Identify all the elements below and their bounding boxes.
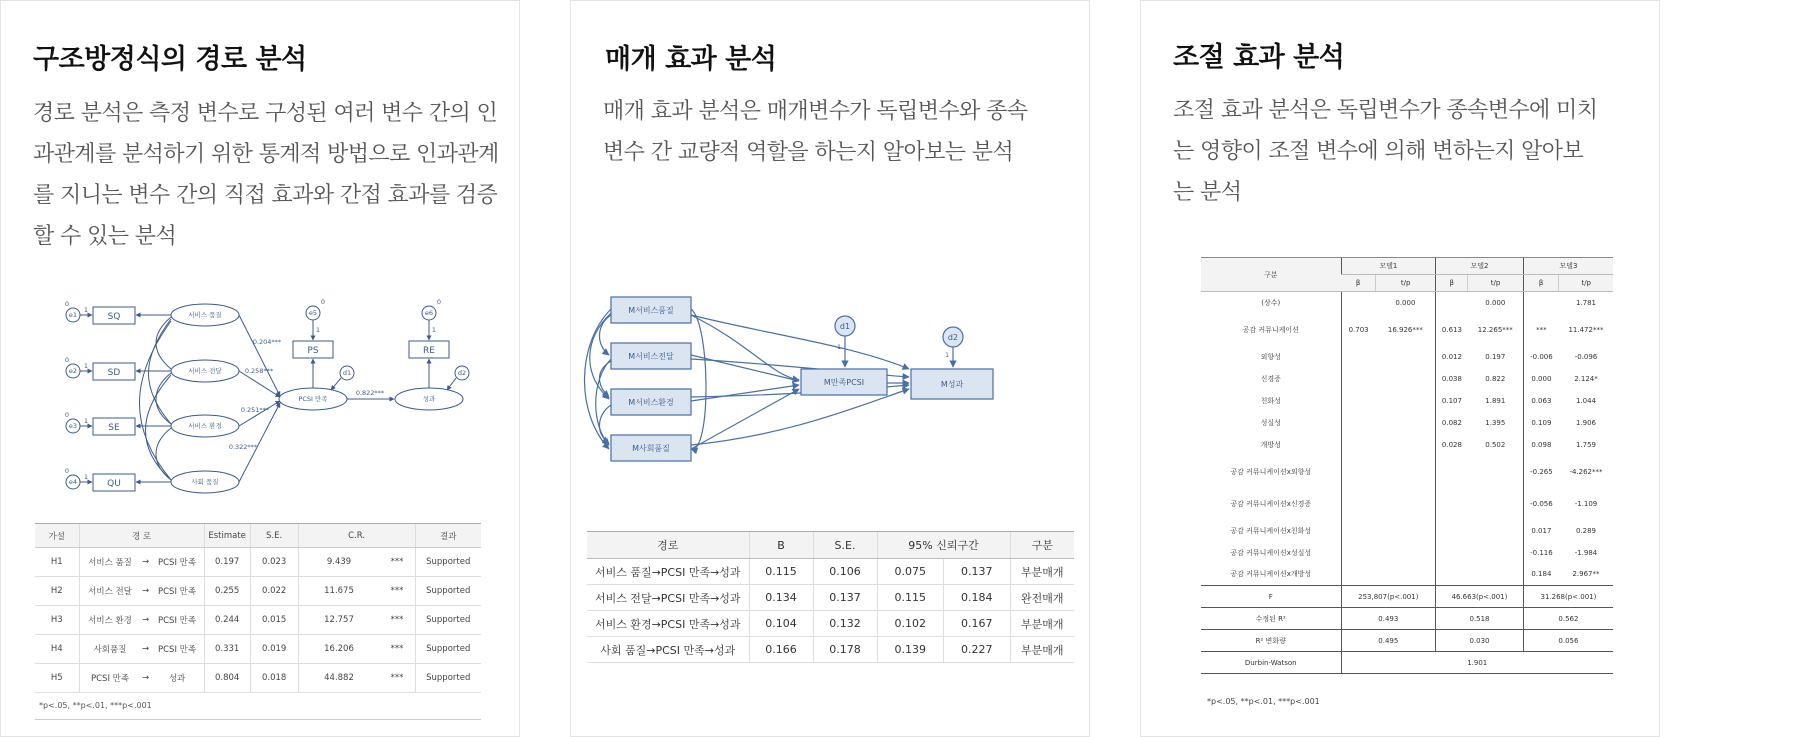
card-mediation-analysis [570,0,1090,737]
table-cell: 0.502 [1485,440,1506,449]
table-cell: 12.265*** [1477,325,1513,334]
loading-label: 1 [315,326,321,334]
table-cell [1376,412,1436,434]
table-cell: 0.137 [813,585,877,611]
table-cell [1436,542,1468,564]
table-cell: → [141,635,151,664]
col-header: 결과 [415,524,481,548]
table-row [587,637,1074,663]
model-header: 모델3 [1523,258,1613,275]
table-cell: 0.184 [943,585,1010,611]
table-cell [1436,564,1468,586]
table-cell: 2.967** [1572,570,1600,579]
table-cell: 0.197 [1485,352,1506,361]
table-cell: 서비스 전달 [79,577,141,606]
col-header: 구분 [1010,532,1074,559]
divider [35,719,481,720]
table-cell [1468,456,1524,488]
table-cell: *** [379,548,415,577]
table-cell: Supported [415,635,481,664]
card-description: 매개 효과 분석은 매개변수가 독립변수와 종속변수 간 교량적 역할을 하는지 알아보는 분석 [603,99,1028,165]
table-cell [1436,456,1468,488]
node-label: M서비스환경 [628,398,674,407]
loading-label: 1 [431,326,437,334]
table-row [1201,542,1613,564]
table-cell: 0.017 [1523,520,1559,542]
table-cell: 0.562 [1523,608,1613,630]
table-cell: 서비스 환경 [79,606,141,635]
loading-label: 1 [83,306,89,314]
table-cell: -0.006 [1523,346,1559,368]
table-cell [1341,390,1376,412]
table-cell: 친화성 [1260,396,1281,405]
table-cell: 0.255 [204,577,250,606]
table-cell: 서비스 품질→PCSI 만족→성과 [587,559,749,585]
zero-label: 0 [64,467,70,475]
table-row [35,606,481,635]
table-row [35,548,481,577]
table-cell [1376,368,1436,390]
card-path-analysis [0,0,520,737]
table-cell: 0.023 [250,548,298,577]
table-cell [1341,542,1376,564]
observed-label: SQ [107,312,121,322]
table-cell: 서비스 환경→PCSI 만족→성과 [587,611,749,637]
table-cell: 12.757 [298,606,379,635]
table-cell: 공감 커뮤니케이션x개방성 [1230,570,1312,579]
table-cell: 0.804 [204,664,250,693]
observed-label: QU [107,479,121,489]
path-coefficient: 0.822*** [355,389,385,397]
node-label: M서비스품질 [628,306,674,315]
table-cell [1376,390,1436,412]
table-cell: (상수) [1261,298,1281,307]
table-cell [1468,520,1524,542]
disturbance-label: d1 [839,322,851,331]
table-cell: Supported [415,664,481,693]
table-cell [1376,346,1436,368]
table-row [35,635,481,664]
table-row [1201,346,1613,368]
disturbance-label: d1 [342,369,352,377]
table-cell: H4 [35,635,79,664]
table-row [1201,390,1613,412]
card-title: 조절 효과 분석 [1173,42,1345,73]
zero-label: 0 [64,356,70,364]
col-header: Estimate [204,524,250,548]
observed-label: RE [423,346,435,356]
table-cell: 0.019 [250,635,298,664]
loading-label: 1 [83,417,89,425]
table-cell [1436,292,1468,314]
summary-row [1201,630,1613,652]
table-cell: 1.395 [1485,418,1506,427]
table-cell [1341,434,1376,456]
table-cell [1468,542,1524,564]
latent-label: 성과 [422,395,436,403]
table-cell [1341,564,1376,586]
table-cell [1436,520,1468,542]
table-cell: 0.104 [749,611,813,637]
table-row [1201,292,1613,314]
table-row [1201,456,1613,488]
table-cell: 0.167 [943,611,1010,637]
table-cell: 0.134 [749,585,813,611]
col-header: S.E. [250,524,298,548]
table-row [1201,314,1613,346]
table-cell: 0.012 [1436,346,1468,368]
table-cell: 성실성 [1260,418,1281,427]
path-result-table [35,523,481,693]
table-cell: 0.015 [250,606,298,635]
table-cell: PCSI 만족 [150,577,204,606]
table-cell [1341,412,1376,434]
mediation-table [587,531,1074,663]
table-cell: 0.063 [1523,390,1559,412]
table-cell: *** [1523,314,1559,346]
error-label: e3 [68,422,78,430]
table-cell: 11.472*** [1568,325,1604,334]
card-description: 경로 분석은 측정 변수로 구성된 여러 변수 간의 인과관계를 분석하기 위한 통계적 방법으로 인과관계를 지니는 변수 간의 직접 효과와 간접 효과를 검증할 수 있는 분석 [33,101,499,249]
table-cell: 개방성 [1260,440,1281,449]
table-cell: 0.030 [1436,630,1524,652]
node-label: M성과 [940,380,964,389]
table-cell [1468,564,1524,586]
col-header: 경 로 [79,524,204,548]
table-cell: H3 [35,606,79,635]
table-cell: 0.197 [204,548,250,577]
table-cell: 0.518 [1436,608,1524,630]
table-cell: 1.044 [1575,396,1596,405]
table-cell [1436,488,1468,520]
table-cell: 0.018 [250,664,298,693]
latent-label: 서비스 전달 [188,367,222,375]
table-cell: 0.075 [877,559,943,585]
table-cell: 0.132 [813,611,877,637]
table-cell: 1.901 [1341,652,1613,674]
table-cell: 0.289 [1575,526,1596,535]
table-cell: 0.822 [1485,374,1506,383]
table-cell: → [141,577,151,606]
error-label: e1 [68,311,78,319]
table-cell: 0.178 [813,637,877,663]
table-cell [1341,456,1376,488]
table-cell: Supported [415,548,481,577]
table-cell: 성과 [150,664,204,693]
table-cell: 0.244 [204,606,250,635]
table-cell: 9.439 [298,548,379,577]
table-cell: H5 [35,664,79,693]
table-cell: 0.082 [1436,412,1468,434]
latent-label: PCSI 만족 [298,395,328,403]
table-cell: -0.096 [1574,352,1598,361]
table-cell [1376,564,1436,586]
table-cell: *** [379,664,415,693]
latent-label: 서비스 품질 [188,311,222,319]
table-cell: 0.703 [1341,314,1376,346]
table-cell [1376,520,1436,542]
path-coefficient: 0.258*** [244,367,274,375]
table-cell [1376,434,1436,456]
table-row [1201,412,1613,434]
latent-label: 서비스 환경 [188,422,222,430]
table-cell [1376,542,1436,564]
summary-row [1201,608,1613,630]
table-cell: 0.493 [1341,608,1436,630]
table-cell: Supported [415,606,481,635]
table-cell: PCSI 만족 [150,548,204,577]
table-cell: 1.781 [1575,298,1596,307]
card-description: 조절 효과 분석은 독립변수가 종속변수에 미치는 영향이 조절 변수에 의해 변하는지 알아보는 분석 [1173,98,1598,205]
table-cell: F [1201,586,1341,608]
table-cell: 사회품질 [79,635,141,664]
table-cell: 공감 커뮤니케이션x성실성 [1230,548,1312,557]
observed-label: PS [307,346,319,356]
table-row [587,585,1074,611]
table-cell: 11.675 [298,577,379,606]
table-cell: 0.000 [1523,368,1559,390]
table-cell: 16.206 [298,635,379,664]
table-cell: 공감 커뮤니케이션x친화성 [1230,526,1312,535]
table-cell: PCSI 만족 [150,606,204,635]
col-header: C.R. [298,524,415,548]
error-label: e5 [308,309,318,317]
table-cell [1341,368,1376,390]
table-cell: -1.984 [1574,548,1598,557]
table-cell: Durbin-Watson [1201,652,1341,674]
path-diagram [1,289,521,509]
table-cell: 16.926*** [1387,325,1423,334]
table-cell: 0.106 [813,559,877,585]
table-cell: 부분매개 [1010,611,1074,637]
zero-label: 0 [64,411,70,419]
table-cell: PCSI 만족 [79,664,141,693]
table-cell: 46.663(p<.001) [1436,586,1524,608]
table-cell: Supported [415,577,481,606]
table-cell: 0.495 [1341,630,1436,652]
table-cell: 0.166 [749,637,813,663]
table-cell: H1 [35,548,79,577]
table-row [1201,368,1613,390]
table-cell: R² 변화량 [1201,630,1341,652]
table-cell [1376,488,1436,520]
table-cell: H2 [35,577,79,606]
table-cell: 0.038 [1436,368,1468,390]
table-row [1201,488,1613,520]
table-row [35,577,481,606]
table-cell [1341,292,1376,314]
table-cell: 0.000 [1485,298,1506,307]
table-cell [1376,456,1436,488]
table-cell: 서비스 전달→PCSI 만족→성과 [587,585,749,611]
table-row [1201,434,1613,456]
col-header: 구분 [1201,258,1341,292]
table-cell: 부분매개 [1010,559,1074,585]
table-cell: 0.028 [1436,434,1468,456]
loading-label: 1 [83,473,89,481]
table-cell: -0.116 [1523,542,1559,564]
table-cell: 부분매개 [1010,637,1074,663]
table-cell: 완전매개 [1010,585,1074,611]
path-coefficient: 0.204*** [252,338,282,346]
table-cell: → [141,664,151,693]
zero-label: 0 [320,298,326,306]
card-moderation-analysis [1140,0,1660,737]
table-row [35,664,481,693]
zero-label: 0 [436,298,442,306]
table-cell: 0.139 [877,637,943,663]
table-cell: 2.124* [1574,374,1598,383]
table-cell: 44.882 [298,664,379,693]
table-cell: 사회 품질→PCSI 만족→성과 [587,637,749,663]
loading-label: 1 [945,352,949,359]
observed-label: SD [107,368,121,378]
table-cell: -4.262*** [1569,467,1603,476]
table-cell: 0.137 [943,559,1010,585]
col-header: 가설 [35,524,79,548]
table-cell: 1.759 [1575,440,1596,449]
table-cell: 0.102 [877,611,943,637]
node-label: M사회품질 [632,444,670,453]
model-header: 모델1 [1341,258,1436,275]
table-cell [1341,488,1376,520]
table-cell: 0.331 [204,635,250,664]
table-cell: 0.000 [1395,298,1416,307]
table-cell: *** [379,635,415,664]
table-cell: -0.056 [1523,488,1559,520]
col-header: 경로 [587,532,749,559]
table-cell: → [141,606,151,635]
table-cell: 31.268(p<.001) [1523,586,1613,608]
table-cell: 1.906 [1575,418,1596,427]
table-cell: 공감 커뮤니케이션x신경증 [1230,499,1312,508]
col-header: B [749,532,813,559]
table-row [587,559,1074,585]
table-cell: 253,807(p<.001) [1341,586,1436,608]
table-cell: 공감 커뮤니케이션 [1242,325,1299,334]
node-label: M만족PCSI [823,378,865,387]
summary-row [1201,652,1613,674]
latent-label: 사회 품질 [191,478,219,486]
table-cell: 0.107 [1436,390,1468,412]
table-cell: 0.227 [943,637,1010,663]
error-label: e4 [68,478,78,486]
table-row [587,611,1074,637]
table-cell: 0.056 [1523,630,1613,652]
table-cell: *** [379,577,415,606]
mediation-diagram [571,285,1091,475]
table-cell: 공감 커뮤니케이션x외향성 [1230,467,1312,476]
path-coefficient: 0.322*** [228,443,258,451]
table-cell [1468,488,1524,520]
table-cell: 0.613 [1436,314,1468,346]
observed-label: SE [108,423,120,433]
table-cell: 수정된 R² [1201,608,1341,630]
node-label: M서비스전달 [628,352,674,361]
table-cell: *** [379,606,415,635]
zero-label: 0 [64,300,70,308]
loading-label: 1 [83,362,89,370]
table-cell: 신경증 [1260,374,1281,383]
table-cell: 1.891 [1485,396,1506,405]
table-cell: 0.098 [1523,434,1559,456]
col-header: 95% 신뢰구간 [877,532,1010,559]
table-cell: 0.184 [1523,564,1559,586]
table-cell: 0.109 [1523,412,1559,434]
error-label: e6 [424,309,434,317]
moderation-table: 구분 모델1 모델2 모델3 β t/p β t/p β t/p (상수) 0.000 0.000 1.781 공감 커뮤니케이션 0.703 16.926*** 0.613 12.265*** *** 11.472*** 외향성 0.012 0.197 -0.006 -0.096 신경증 0.038 0.822 0.000 2.124* 친화성 0.107 1.891 0.063 1.044 성실성 0.082 1.395 0.109 1.906 개방성 0.028 0.502 0.098 1.759 공감 커뮤니케이션x외향성 -0.265 -4.262*** 공감 커뮤니케이션x신경증 -0.056 -1.109 공감 커뮤니케이션x친화성 0.017 0.289 공감 커뮤니케이션x성실성 -0.116 -1.984 공감 커뮤니케이션x개방성 0.184 2.967** F 253,807(p<.001) 46.663(p<.001) 31.268(p<.001) 수정된 R² 0.493 0.518 0.562 R² 변화량 0.495 0.030 0.056 Durbin-Watson 1.901 [1201,257,1613,674]
table-cell: 서비스 품질 [79,548,141,577]
card-title: 구조방정식의 경로 분석 [33,44,307,75]
significance-note: *p<.05, **p<.01, ***p<.001 [39,701,152,710]
disturbance-label: d2 [457,369,467,377]
table-row [1201,520,1613,542]
loading-label: 1 [837,344,841,351]
summary-row [1201,586,1613,608]
table-cell: -0.265 [1523,456,1559,488]
table-cell [1523,292,1559,314]
table-cell: 0.022 [250,577,298,606]
table-cell: → [141,548,151,577]
error-label: e2 [68,367,78,375]
table-cell: -1.109 [1574,499,1598,508]
col-header: S.E. [813,532,877,559]
card-title: 매개 효과 분석 [605,44,777,75]
table-cell [1341,520,1376,542]
significance-note: *p<.05, **p<.01, ***p<.001 [1207,697,1320,706]
table-cell: PCSI 만족 [150,635,204,664]
model-header: 모델2 [1436,258,1524,275]
disturbance-label: d2 [947,333,959,342]
table-row [1201,564,1613,586]
table-cell: 외향성 [1260,352,1281,361]
table-cell [1341,346,1376,368]
path-coefficient: 0.251*** [240,406,270,414]
table-cell: 0.115 [877,585,943,611]
table-cell: 0.115 [749,559,813,585]
